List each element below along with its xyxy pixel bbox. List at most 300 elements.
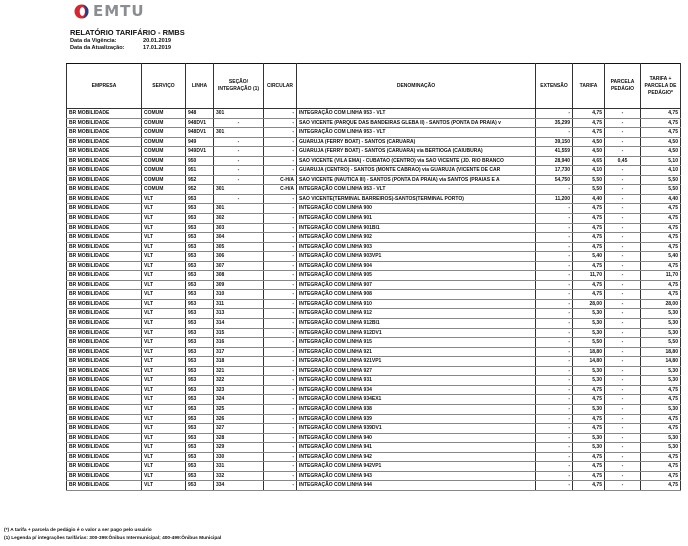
cell-parcela-pedagio: - — [605, 357, 641, 367]
cell-extensao: - — [536, 109, 573, 119]
atualizacao-row — [70, 45, 171, 51]
cell-parcela-pedagio: - — [605, 242, 641, 252]
cell-servico: VLT — [142, 338, 186, 348]
cell-empresa: BR MOBILIDADE — [67, 223, 142, 233]
cell-parcela-pedagio: - — [605, 223, 641, 233]
cell-empresa: BR MOBILIDADE — [67, 385, 142, 395]
cell-tarifa-total: 14,80 — [641, 357, 681, 367]
cell-circular: - — [264, 328, 297, 338]
cell-denominacao: INTEGRAÇÃO COM LINHA 941 — [297, 443, 536, 453]
table-row — [67, 271, 681, 281]
cell-servico: COMUM — [142, 156, 186, 166]
cell-empresa: BR MOBILIDADE — [67, 357, 142, 367]
cell-denominacao: INTEGRAÇÃO COM LINHA 939 — [297, 414, 536, 424]
cell-tarifa-total: 28,00 — [641, 299, 681, 309]
cell-circular: - — [264, 395, 297, 405]
cell-empresa: BR MOBILIDADE — [67, 271, 142, 281]
cell-servico: COMUM — [142, 147, 186, 157]
col-circular: CIRCULAR — [264, 64, 297, 109]
table-row — [67, 214, 681, 224]
cell-empresa: BR MOBILIDADE — [67, 156, 142, 166]
cell-servico: VLT — [142, 233, 186, 243]
cell-servico: VLT — [142, 204, 186, 214]
cell-tarifa-total: 5,50 — [641, 175, 681, 185]
cell-tarifa-total: 18,80 — [641, 347, 681, 357]
cell-parcela-pedagio: - — [605, 214, 641, 224]
cell-linha: 953 — [186, 433, 214, 443]
cell-denominacao: INTEGRAÇÃO COM LINHA 900 — [297, 204, 536, 214]
table-row — [67, 347, 681, 357]
cell-tarifa-total: 4,75 — [641, 481, 681, 491]
table-row — [67, 376, 681, 386]
cell-denominacao: INTEGRAÇÃO COM LINHA 903 — [297, 242, 536, 252]
cell-denominacao: INTEGRAÇÃO COM LINHA 901BI1 — [297, 223, 536, 233]
table-row — [67, 357, 681, 367]
cell-tarifa-total: 5,10 — [641, 156, 681, 166]
cell-empresa: BR MOBILIDADE — [67, 137, 142, 147]
cell-denominacao: INTEGRAÇÃO COM LINHA 944 — [297, 481, 536, 491]
cell-tarifa-total: 5,30 — [641, 309, 681, 319]
cell-linha: 953 — [186, 252, 214, 262]
cell-circular: - — [264, 109, 297, 119]
cell-secao: 317 — [214, 347, 264, 357]
cell-linha: 951 — [186, 166, 214, 176]
cell-secao: - — [214, 166, 264, 176]
cell-circular: - — [264, 223, 297, 233]
cell-tarifa: 4,75 — [573, 280, 605, 290]
cell-servico: VLT — [142, 424, 186, 434]
cell-extensao: - — [536, 385, 573, 395]
cell-parcela-pedagio: - — [605, 137, 641, 147]
cell-empresa: BR MOBILIDADE — [67, 252, 142, 262]
cell-tarifa-total: 5,30 — [641, 319, 681, 329]
cell-tarifa-total: 4,75 — [641, 290, 681, 300]
cell-extensao: - — [536, 338, 573, 348]
cell-servico: VLT — [142, 376, 186, 386]
cell-circular: - — [264, 462, 297, 472]
cell-tarifa: 4,75 — [573, 242, 605, 252]
table-row — [67, 223, 681, 233]
cell-extensao: 54,750 — [536, 175, 573, 185]
cell-empresa: BR MOBILIDADE — [67, 462, 142, 472]
cell-extensao: - — [536, 309, 573, 319]
cell-secao: 306 — [214, 252, 264, 262]
cell-tarifa-total: 4,75 — [641, 424, 681, 434]
cell-parcela-pedagio: 0,45 — [605, 156, 641, 166]
cell-denominacao: INTEGRAÇÃO COM LINHA 902 — [297, 233, 536, 243]
cell-tarifa: 5,30 — [573, 404, 605, 414]
cell-denominacao: INTEGRAÇÃO COM LINHA 938 — [297, 404, 536, 414]
cell-parcela-pedagio: - — [605, 185, 641, 195]
cell-linha: 953 — [186, 366, 214, 376]
cell-linha: 953 — [186, 214, 214, 224]
cell-tarifa: 11,70 — [573, 271, 605, 281]
cell-circular: - — [264, 357, 297, 367]
cell-linha: 953 — [186, 357, 214, 367]
cell-tarifa-total: 5,30 — [641, 433, 681, 443]
cell-parcela-pedagio: - — [605, 280, 641, 290]
cell-tarifa-total: 4,75 — [641, 242, 681, 252]
cell-denominacao: INTEGRAÇÃO COM LINHA 934EX1 — [297, 395, 536, 405]
cell-secao: 318 — [214, 357, 264, 367]
cell-tarifa-total: 4,75 — [641, 462, 681, 472]
cell-secao: 331 — [214, 462, 264, 472]
cell-parcela-pedagio: - — [605, 481, 641, 491]
cell-empresa: BR MOBILIDADE — [67, 309, 142, 319]
cell-parcela-pedagio: - — [605, 309, 641, 319]
cell-circular: - — [264, 366, 297, 376]
cell-tarifa-total: 5,50 — [641, 185, 681, 195]
cell-parcela-pedagio: - — [605, 462, 641, 472]
cell-linha: 953 — [186, 395, 214, 405]
cell-servico: VLT — [142, 462, 186, 472]
cell-circular: - — [264, 214, 297, 224]
cell-circular: - — [264, 424, 297, 434]
cell-secao: 325 — [214, 404, 264, 414]
cell-extensao: - — [536, 204, 573, 214]
cell-servico: COMUM — [142, 175, 186, 185]
cell-linha: 949DV1 — [186, 147, 214, 157]
cell-linha: 953 — [186, 280, 214, 290]
cell-linha: 953 — [186, 271, 214, 281]
logo-text: EMTU — [93, 2, 145, 20]
cell-denominacao: INTEGRAÇÃO COM LINHA 953 - VLT — [297, 109, 536, 119]
cell-tarifa-total: 4,40 — [641, 194, 681, 204]
cell-parcela-pedagio: - — [605, 319, 641, 329]
cell-extensao: 39,150 — [536, 137, 573, 147]
cell-tarifa: 5,30 — [573, 366, 605, 376]
cell-secao: - — [214, 156, 264, 166]
cell-extensao: - — [536, 424, 573, 434]
cell-secao: 330 — [214, 452, 264, 462]
cell-denominacao: SAO VICENTE (NAUTICA III) - SANTOS (PONTA DA PRAIA) via SANTOS (PRAIAS E A — [297, 175, 536, 185]
tariff-table — [66, 63, 681, 491]
cell-extensao: - — [536, 462, 573, 472]
cell-empresa: BR MOBILIDADE — [67, 147, 142, 157]
cell-tarifa: 4,75 — [573, 214, 605, 224]
table-row — [67, 128, 681, 138]
cell-extensao: - — [536, 242, 573, 252]
table-row — [67, 175, 681, 185]
cell-circular: - — [264, 137, 297, 147]
atualizacao-label: Data da Atualização: — [70, 45, 125, 51]
cell-tarifa-total: 4,50 — [641, 137, 681, 147]
vigencia-label: Data da Vigência: — [70, 38, 117, 44]
cell-denominacao: INTEGRAÇÃO COM LINHA 942VP1 — [297, 462, 536, 472]
cell-secao: 332 — [214, 471, 264, 481]
cell-denominacao: INTEGRAÇÃO COM LINHA 921VP1 — [297, 357, 536, 367]
cell-empresa: BR MOBILIDADE — [67, 280, 142, 290]
cell-tarifa: 18,80 — [573, 347, 605, 357]
table-row — [67, 424, 681, 434]
cell-tarifa: 4,75 — [573, 204, 605, 214]
cell-servico: VLT — [142, 214, 186, 224]
vigencia-row — [70, 38, 171, 44]
cell-linha: 948DV1 — [186, 118, 214, 128]
cell-empresa: BR MOBILIDADE — [67, 366, 142, 376]
cell-empresa: BR MOBILIDADE — [67, 214, 142, 224]
col-secao: SEÇÃO/ INTEGRAÇÃO (1) — [214, 64, 264, 109]
cell-servico: VLT — [142, 319, 186, 329]
cell-linha: 953 — [186, 338, 214, 348]
cell-extensao: - — [536, 280, 573, 290]
cell-empresa: BR MOBILIDADE — [67, 395, 142, 405]
cell-empresa: BR MOBILIDADE — [67, 128, 142, 138]
cell-extensao: - — [536, 376, 573, 386]
cell-circular: - — [264, 252, 297, 262]
cell-linha: 953 — [186, 290, 214, 300]
cell-denominacao: INTEGRAÇÃO COM LINHA 953 - VLT — [297, 128, 536, 138]
cell-denominacao: INTEGRAÇÃO COM LINHA 903VP1 — [297, 252, 536, 262]
table-row — [67, 328, 681, 338]
cell-circular: C-H/A — [264, 175, 297, 185]
cell-secao: 302 — [214, 214, 264, 224]
col-tarifa: TARIFA — [573, 64, 605, 109]
table-row — [67, 481, 681, 491]
cell-servico: VLT — [142, 404, 186, 414]
cell-linha: 953 — [186, 242, 214, 252]
table-row — [67, 443, 681, 453]
cell-servico: VLT — [142, 280, 186, 290]
cell-empresa: BR MOBILIDADE — [67, 347, 142, 357]
cell-servico: VLT — [142, 414, 186, 424]
cell-denominacao: INTEGRAÇÃO COM LINHA 931 — [297, 376, 536, 386]
cell-circular: - — [264, 233, 297, 243]
cell-secao: - — [214, 147, 264, 157]
cell-parcela-pedagio: - — [605, 471, 641, 481]
cell-denominacao: INTEGRAÇÃO COM LINHA 915 — [297, 338, 536, 348]
cell-denominacao: INTEGRAÇÃO COM LINHA 908 — [297, 290, 536, 300]
cell-tarifa: 4,75 — [573, 452, 605, 462]
cell-linha: 953 — [186, 309, 214, 319]
cell-linha: 953 — [186, 319, 214, 329]
cell-tarifa: 4,65 — [573, 156, 605, 166]
cell-linha: 953 — [186, 299, 214, 309]
cell-linha: 953 — [186, 462, 214, 472]
col-linha: LINHA — [186, 64, 214, 109]
cell-denominacao: INTEGRAÇÃO COM LINHA 912DV1 — [297, 328, 536, 338]
cell-tarifa: 14,80 — [573, 357, 605, 367]
cell-servico: VLT — [142, 471, 186, 481]
cell-tarifa: 4,75 — [573, 261, 605, 271]
table-row — [67, 194, 681, 204]
cell-empresa: BR MOBILIDADE — [67, 404, 142, 414]
cell-empresa: BR MOBILIDADE — [67, 290, 142, 300]
cell-extensao: - — [536, 328, 573, 338]
cell-parcela-pedagio: - — [605, 233, 641, 243]
cell-extensao: - — [536, 452, 573, 462]
cell-tarifa-total: 11,70 — [641, 271, 681, 281]
cell-linha: 953 — [186, 471, 214, 481]
cell-parcela-pedagio: - — [605, 347, 641, 357]
cell-empresa: BR MOBILIDADE — [67, 443, 142, 453]
cell-tarifa: 4,75 — [573, 424, 605, 434]
table-row — [67, 319, 681, 329]
footnote-1: (*) A tarifa + parcela de pedágio é o valor a ser pago pelo usuário — [4, 528, 152, 533]
footnote-2: (1) Legenda p/ integrações tarifárias: 300-399:Ônibus Intermunicipal; 400-499:Ônibus Municipal — [4, 536, 222, 541]
cell-parcela-pedagio: - — [605, 290, 641, 300]
cell-denominacao: SAO VICENTE(TERMINAL BARREIROS)-SANTOS(TERMINAL PORTO) — [297, 194, 536, 204]
cell-tarifa: 5,30 — [573, 376, 605, 386]
emtu-logo-icon — [74, 4, 89, 19]
cell-linha: 953 — [186, 481, 214, 491]
cell-denominacao: GUARUJA (FERRY BOAT) - SANTOS (CARUARA) via BERTIOGA (CAIUBURA) — [297, 147, 536, 157]
cell-tarifa: 28,00 — [573, 299, 605, 309]
cell-parcela-pedagio: - — [605, 385, 641, 395]
cell-linha: 953 — [186, 424, 214, 434]
cell-empresa: BR MOBILIDADE — [67, 338, 142, 348]
cell-linha: 953 — [186, 404, 214, 414]
cell-tarifa: 5,50 — [573, 338, 605, 348]
cell-denominacao: INTEGRAÇÃO COM LINHA 940 — [297, 433, 536, 443]
cell-denominacao: INTEGRAÇÃO COM LINHA 912 — [297, 309, 536, 319]
cell-empresa: BR MOBILIDADE — [67, 261, 142, 271]
cell-tarifa-total: 4,50 — [641, 147, 681, 157]
cell-denominacao: INTEGRAÇÃO COM LINHA 942 — [297, 452, 536, 462]
cell-parcela-pedagio: - — [605, 328, 641, 338]
cell-tarifa: 4,75 — [573, 233, 605, 243]
cell-tarifa-total: 4,75 — [641, 395, 681, 405]
cell-servico: VLT — [142, 357, 186, 367]
cell-tarifa-total: 4,75 — [641, 261, 681, 271]
cell-extensao: 35,299 — [536, 118, 573, 128]
table-row — [67, 233, 681, 243]
cell-servico: VLT — [142, 290, 186, 300]
cell-secao: 314 — [214, 319, 264, 329]
cell-secao: - — [214, 118, 264, 128]
cell-circular: - — [264, 471, 297, 481]
cell-linha: 953 — [186, 347, 214, 357]
cell-denominacao: INTEGRAÇÃO COM LINHA 927 — [297, 366, 536, 376]
cell-extensao: 41,559 — [536, 147, 573, 157]
cell-denominacao: SAO VICENTE (VILA EMA) - CUBATAO (CENTRO) via SAO VICENTE (JD. RIO BRANCO — [297, 156, 536, 166]
cell-empresa: BR MOBILIDADE — [67, 118, 142, 128]
cell-empresa: BR MOBILIDADE — [67, 175, 142, 185]
cell-extensao: - — [536, 347, 573, 357]
cell-tarifa: 4,75 — [573, 414, 605, 424]
cell-secao: 301 — [214, 128, 264, 138]
cell-linha: 953 — [186, 204, 214, 214]
cell-extensao: - — [536, 233, 573, 243]
cell-secao: 334 — [214, 481, 264, 491]
table-row — [67, 242, 681, 252]
col-parcela-pedagio: PARCELA PEDÁGIO — [605, 64, 641, 109]
cell-servico: VLT — [142, 481, 186, 491]
cell-secao: 313 — [214, 309, 264, 319]
cell-circular: C-H/A — [264, 185, 297, 195]
cell-circular: - — [264, 147, 297, 157]
cell-parcela-pedagio: - — [605, 118, 641, 128]
cell-parcela-pedagio: - — [605, 395, 641, 405]
cell-denominacao: INTEGRAÇÃO COM LINHA 904 — [297, 261, 536, 271]
cell-circular: - — [264, 261, 297, 271]
cell-secao: 308 — [214, 271, 264, 281]
cell-parcela-pedagio: - — [605, 261, 641, 271]
table-row — [67, 433, 681, 443]
table-row — [67, 290, 681, 300]
cell-extensao: - — [536, 357, 573, 367]
cell-empresa: BR MOBILIDADE — [67, 452, 142, 462]
cell-parcela-pedagio: - — [605, 194, 641, 204]
cell-linha: 953 — [186, 223, 214, 233]
cell-circular: - — [264, 204, 297, 214]
cell-servico: COMUM — [142, 166, 186, 176]
cell-circular: - — [264, 290, 297, 300]
table-row — [67, 471, 681, 481]
cell-extensao: - — [536, 214, 573, 224]
cell-servico: VLT — [142, 309, 186, 319]
table-row — [67, 261, 681, 271]
table-row — [67, 204, 681, 214]
cell-tarifa: 5,40 — [573, 252, 605, 262]
cell-circular: - — [264, 128, 297, 138]
cell-parcela-pedagio: - — [605, 147, 641, 157]
cell-circular: - — [264, 385, 297, 395]
table-row — [67, 147, 681, 157]
cell-servico: COMUM — [142, 185, 186, 195]
cell-secao: - — [214, 194, 264, 204]
table-row — [67, 385, 681, 395]
cell-extensao: - — [536, 481, 573, 491]
cell-extensao: - — [536, 261, 573, 271]
cell-empresa: BR MOBILIDADE — [67, 424, 142, 434]
cell-circular: - — [264, 271, 297, 281]
cell-denominacao: SAO VICENTE (PARQUE DAS BANDEIRAS GLEBA II) - SANTOS (PONTA DA PRAIA) v — [297, 118, 536, 128]
cell-servico: VLT — [142, 395, 186, 405]
cell-tarifa-total: 5,30 — [641, 366, 681, 376]
cell-tarifa: 4,75 — [573, 395, 605, 405]
cell-linha: 953 — [186, 385, 214, 395]
cell-tarifa-total: 4,75 — [641, 204, 681, 214]
cell-secao: 310 — [214, 290, 264, 300]
cell-circular: - — [264, 404, 297, 414]
cell-empresa: BR MOBILIDADE — [67, 299, 142, 309]
cell-secao: 311 — [214, 299, 264, 309]
cell-linha: 953 — [186, 452, 214, 462]
cell-secao: 315 — [214, 328, 264, 338]
table-row — [67, 118, 681, 128]
cell-tarifa-total: 5,50 — [641, 338, 681, 348]
cell-tarifa-total: 5,30 — [641, 404, 681, 414]
cell-secao: 303 — [214, 223, 264, 233]
cell-empresa: BR MOBILIDADE — [67, 471, 142, 481]
cell-linha: 949 — [186, 137, 214, 147]
table-row — [67, 452, 681, 462]
report-title: RELATÓRIO TARIFÁRIO - RMBS — [70, 28, 185, 37]
cell-secao: 328 — [214, 433, 264, 443]
table-body — [67, 109, 681, 491]
cell-circular: - — [264, 433, 297, 443]
table-row — [67, 280, 681, 290]
cell-circular: - — [264, 338, 297, 348]
cell-empresa: BR MOBILIDADE — [67, 204, 142, 214]
cell-secao: - — [214, 137, 264, 147]
cell-tarifa-total: 4,75 — [641, 471, 681, 481]
atualizacao-value: 17.01.2019 — [143, 45, 171, 51]
cell-servico: VLT — [142, 223, 186, 233]
cell-tarifa-total: 4,75 — [641, 118, 681, 128]
cell-parcela-pedagio: - — [605, 414, 641, 424]
cell-circular: - — [264, 242, 297, 252]
cell-linha: 952 — [186, 185, 214, 195]
cell-tarifa: 4,75 — [573, 385, 605, 395]
table-row — [67, 252, 681, 262]
cell-extensao: - — [536, 414, 573, 424]
cell-servico: COMUM — [142, 137, 186, 147]
cell-servico: VLT — [142, 443, 186, 453]
cell-linha: 948 — [186, 109, 214, 119]
cell-tarifa-total: 4,75 — [641, 109, 681, 119]
